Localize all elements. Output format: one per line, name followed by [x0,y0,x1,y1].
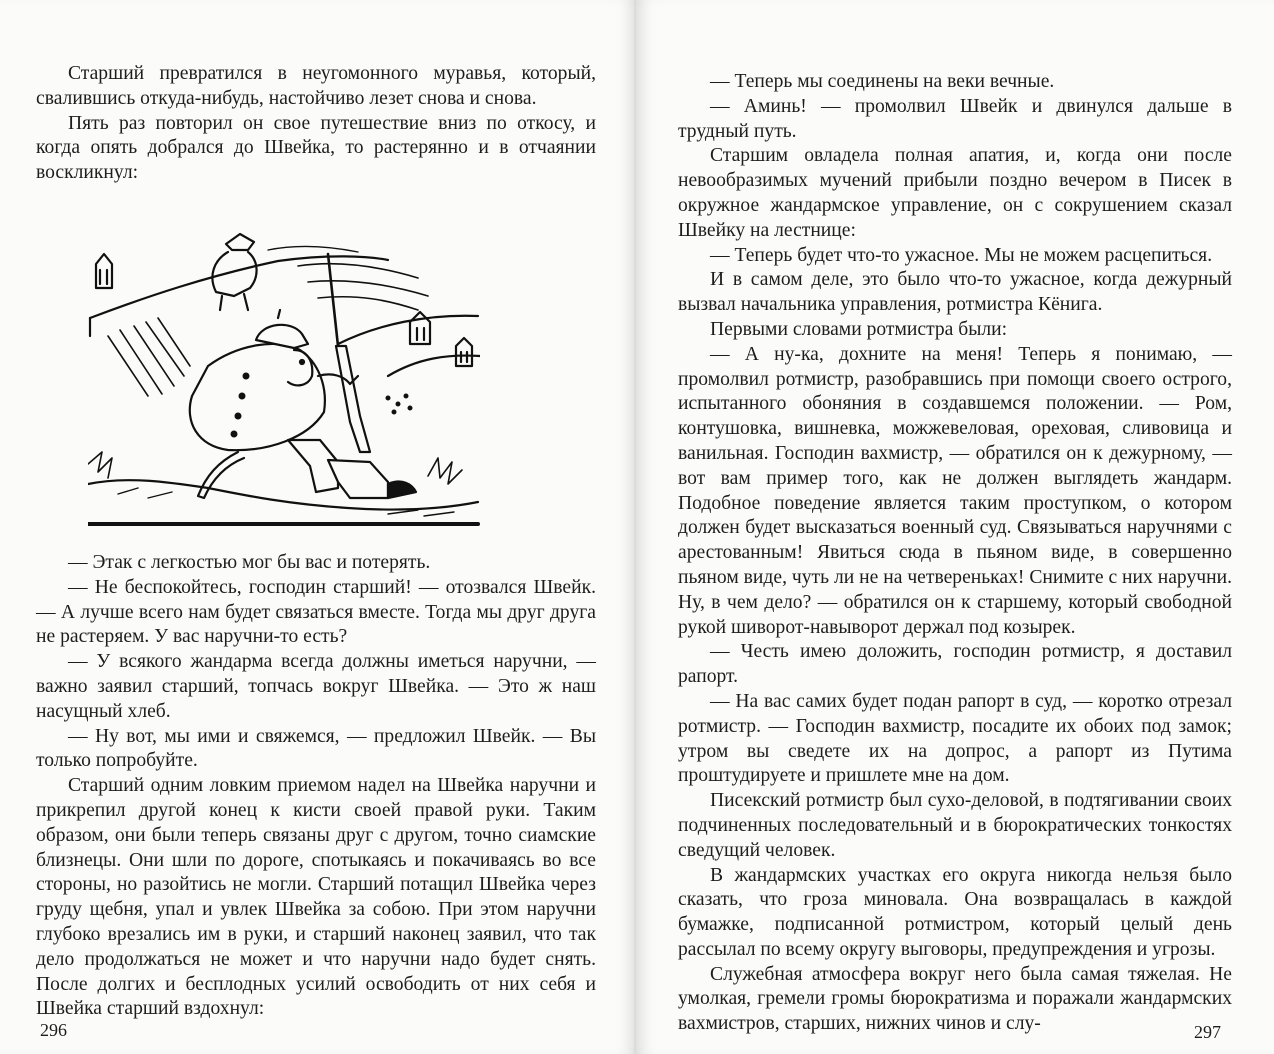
paragraph: Старшим овладела полная апатия, и, когда они после невообразимых мучений прибыли поздно вечером в Писек в окружное жандармское управление, он с сокрушением сказал Швейку на лестнице: [678,145,1232,241]
paragraph: — Ну вот, мы ими и свяжемся, — предложил Швейк. — Вы только попробуйте. [36,725,596,772]
paragraph: — Теперь мы соединены на веки вечные. [710,71,1055,92]
paragraph: Пять раз повторил он свое путешествие вниз по откосу, и когда опять добрался до Швейка, то растерянно и в отчаянии воскликнул: [36,112,596,184]
right-page [636,0,1274,1054]
paragraph: И в самом деле, это было что-то ужасное, когда дежурный вызвал начальника управления, ротмистра Кёнига. [678,269,1232,316]
illustration-gendarme-and-svejk [88,226,480,526]
paragraph: В жандармских участках его округа никогда нельзя было сказать, что гроза миновала. Она возвращалась в каждой бумажке, подписанной ротмистром, который целый день рассылал по всему округу выговоры, предупреждения и угрозы. [678,864,1232,960]
left-text-top [36,62,596,186]
paragraph: — На вас самих будет подан рапорт в суд, — коротко отрезал ротмистр. — Господин вахмистр, посадите их обоих под замок; утром вы сведете их на допрос, а рапорт из Путима проштудируете и пришлете мне на дом. [678,690,1232,787]
paragraph: Старший одним ловким приемом надел на Швейка наручни и прикрепил другой конец к кисти своей правой руки. Таким образом, они были теперь связаны друг с другом, точно сиамские близнецы. Они шли по дороге, спотыкаясь и покачиваясь во все стороны, но разойтись не могли. Старший потащил Швейка через груду щебня, упал и увлек Швейка за собою. При этом наручни глубоко врезались им в руки, и старший наконец заявил, что так дело продолжаться не может и что наручни надо будет снять. После долгих и бесплодных усилий освободить от них себя и Швейка старший вздохнул: [36,775,596,1020]
paragraph: Старший превратился в неугомонного муравья, который, свалившись откуда-нибудь, настойчиво лезет снова и снова. [36,63,596,109]
right-text [678,70,1232,1037]
paragraph: — Теперь будет что-то ужасное. Мы не можем расцепиться. [710,244,1213,266]
paragraph: — Этак с легкостью мог бы вас и потерять. [68,552,431,573]
left-page [0,0,636,1054]
paragraph: Первыми словами ротмистра были: [710,318,1008,340]
page-number: 296 [40,1020,67,1040]
paragraph: — Аминь! — промолвил Швейк и двинулся дальше в трудный путь. [678,95,1232,142]
paragraph: — Честь имею доложить, господин ротмистр, я доставил рапорт. [678,641,1232,688]
paragraph: Писекский ротмистр был сухо-деловой, в подтягивании своих подчиненных последовательный и в бюрократических тонкостях сведущий человек. [678,790,1232,861]
left-text-bottom [36,551,596,1022]
paragraph: — Не беспокойтесь, господин старший! — отозвался Швейк. — А лучше всего нам будет связаться вместе. Тогда мы друг друга не растеряем. У вас наручни-то есть? [36,576,596,648]
paragraph: — А ну-ка, дохните на меня! Теперь я понимаю, — промолвил ротмистр, разобравшись при помощи своего острого, испытанного обоняния в создавшемся положении. — Ром, контушовка, вишневка, можжевеловая, ореховая, сливовица и ванильная. Господин вахмистр, — обратился он к дежурному, — вот вам пример того, как не должен выглядеть жандарм. Подобное поведение является таким проступком, о котором должен будет высказаться военный суд. Связываться наручнями с арестованным! Явиться сюда в пьяном виде, в совершенно пьяном виде, чуть ли не на четвереньках! Снимите с них наручни. Ну, в чем дело? — обратился он к старшему, который свободной рукой шиворот-навыворот держал под козырек. [678,343,1232,638]
page-number: 297 [1194,1022,1221,1042]
paragraph: Служебная атмосфера вокруг него была самая тяжелая. Не умолкая, гремели громы бюрократизма и поражали жандармских вахмистров, старших, нижних чинов и слу- [678,963,1232,1035]
paragraph: — У всякого жандарма всегда должны иметься наручни, — важно заявил старший, топчась вокруг Швейка. — Это ж наш насущный хлеб. [36,651,596,722]
